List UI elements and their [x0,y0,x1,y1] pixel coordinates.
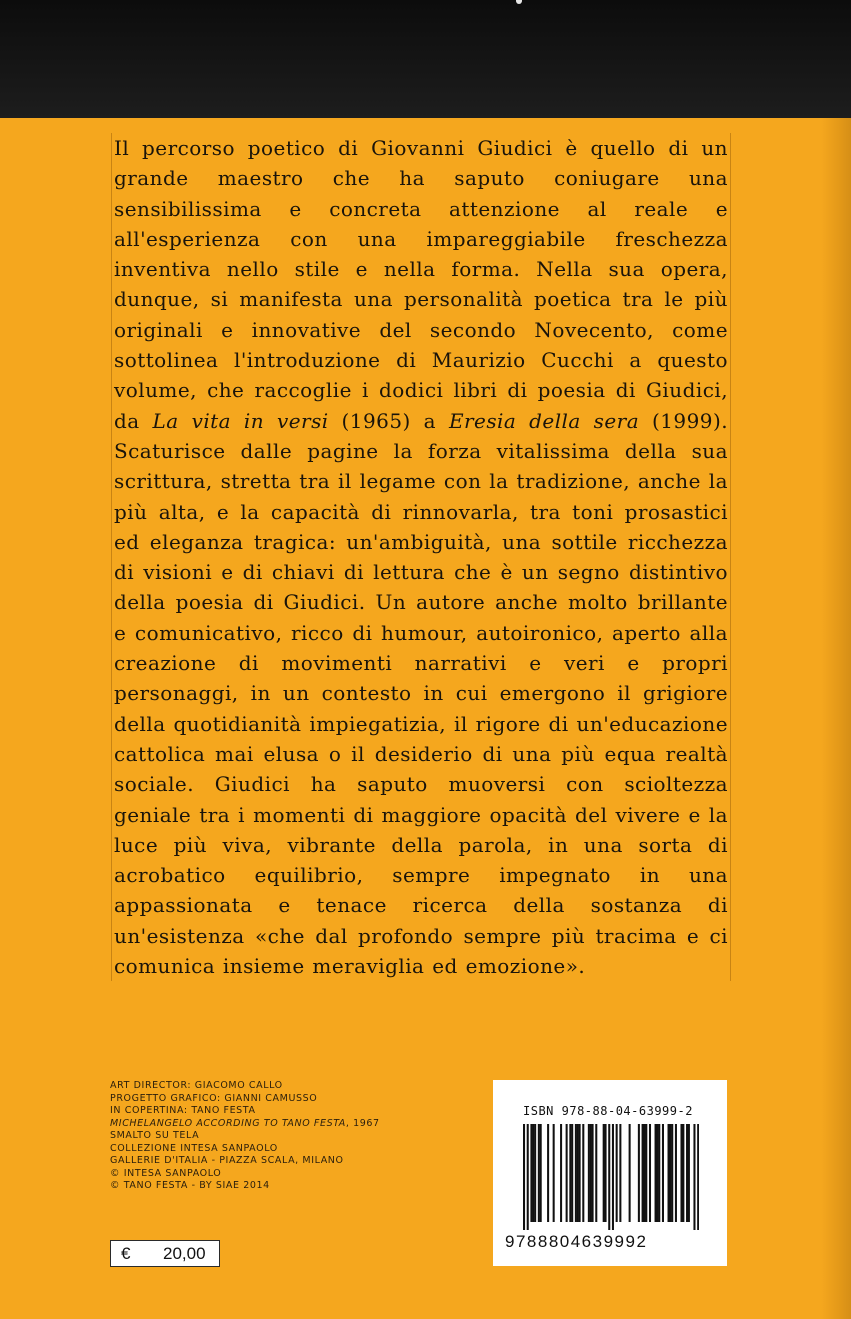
barcode-bar [538,1124,540,1222]
credit-copyright-siae: © TANO FESTA - BY SIAE 2014 [110,1180,270,1191]
barcode-bar [649,1124,651,1222]
price-amount: 20,00 [163,1244,206,1263]
barcode-bar [619,1124,621,1222]
credit-artwork-title: MICHELANGELO ACCORDING TO TANO FESTA [110,1117,346,1129]
barcode-bar [656,1124,658,1222]
barcode-bar [686,1124,688,1222]
barcode-bar [588,1124,590,1222]
barcode-bar [616,1124,618,1222]
barcode-bar [688,1124,690,1222]
blurb-text-1: Il percorso poetico di Giovanni Giudici è quello di un grande maestro che ha saputo coniugare una sensibilissima e concreta attenzione al reale e all'esperienza con una impareggiabile freschezza inventiva nello stile e nella forma. Nella sua opera, dunque, si manifesta una personalità poetica tra le più originali e innovative del secondo Novecento, come sottolinea l'introduzione di Maurizio Cucchi a questo volume, che raccoglie i dodici libri di poesia di Giudici, da [114,136,728,433]
credit-artwork-year: , 1967 [345,1117,380,1129]
top-dark-band [0,0,851,118]
barcode-bar [608,1124,610,1230]
barcode-bars [523,1124,699,1230]
barcode-bar [693,1124,695,1230]
cover-credits [110,1080,470,1193]
blurb-text-3: (1999). Scaturisce dalle pagine la forza vitalissima della sua scrittura, stretta tra il legame con la tradizione, anche la più alta, e la capacità di rinnovarla, tra toni prosastici ed eleganza tragica: un'ambiguità, una sottile ricchezza di visioni e di chiavi di lettura che è un segno distintivo della poesia di Giudici. Un autore anche molto brillante e comunicativo, ricco di humour, autoironico, aperto alla creazione di movimenti narrativi e veri e propri personaggi, in un contesto in cui emergono il grigiore della quotidianità impiegatizia, il rigore di un'educazione cattolica mai elusa o il desiderio di una più equa realtà sociale. Giudici ha saputo muoversi con scioltezza geniale tra i momenti di maggiore opacità del vivere e la luce più viva, vibrante della parola, in una sorta di acrobatico equilibrio, sempre impegnato in una appassionata e tenace ricerca della sostanza di un'esistenza «che dal profondo sempre più tracima e ci comunica insieme meraviglia ed emozione». [114,408,729,979]
barcode-bar [560,1124,562,1222]
barcode-bar [577,1124,579,1222]
barcode-bar [642,1124,644,1222]
barcode-bar [530,1124,532,1222]
barcode-bar [527,1124,529,1230]
book-title-la-vita-in-versi: La vita in versi [152,408,329,433]
barcode-bar [553,1124,555,1222]
barcode-bar [675,1124,677,1222]
book-title-eresia-della-sera: Eresia della sera [448,408,640,433]
barcode-bar [547,1124,549,1222]
cover-edge-shadow [821,118,851,1319]
barcode-bar [523,1124,525,1230]
credit-copyright-intesa: © INTESA SANPAOLO [110,1167,222,1179]
barcode-bar [569,1124,571,1222]
credit-medium: SMALTO SU TELA [110,1130,200,1141]
barcode-bar [595,1124,597,1222]
barcode-bar [697,1124,699,1230]
barcode-bar [671,1124,673,1222]
credit-cover-artist: IN COPERTINA: TANO FESTA [110,1105,256,1116]
currency-symbol: € [121,1244,131,1263]
barcode-bar [645,1124,647,1222]
back-cover-blurb [111,133,731,981]
credit-art-director: ART DIRECTOR: GIACOMO CALLO [110,1080,283,1091]
barcode-bar [605,1124,607,1222]
barcode-bar [669,1124,671,1222]
isbn-label: ISBN 978-88-04-63999-2 [523,1104,693,1118]
barcode-bar [592,1124,594,1222]
barcode-bar [534,1124,536,1222]
barcode-bar [612,1124,614,1230]
barcode-bar [682,1124,684,1222]
barcode-bar [629,1124,631,1222]
barcode-bar [566,1124,568,1222]
barcode-bar [532,1124,534,1222]
barcode-bar [662,1124,664,1222]
barcode-bar [571,1124,573,1222]
barcode-digits: 9788804639992 [505,1232,648,1251]
barcode-bar [603,1124,605,1222]
credit-gallery: GALLERIE D'ITALIA - PIAZZA SCALA, MILANO [110,1155,344,1166]
credit-graphic-design: PROGETTO GRAFICO: GIANNI CAMUSSO [110,1092,318,1104]
barcode-bar [582,1124,584,1222]
barcode-bar [668,1124,670,1222]
barcode-bar [579,1124,581,1222]
credit-artwork [110,1118,470,1131]
barcode-bar [643,1124,645,1222]
blurb-text-2: (1965) a [328,408,449,433]
barcode-bar [638,1124,640,1222]
barcode-bar [575,1124,577,1222]
credit-collection: COLLEZIONE INTESA SANPAOLO [110,1142,278,1154]
barcode-bar [540,1124,542,1222]
barcode-bar [590,1124,592,1222]
barcode-panel [493,1080,727,1266]
barcode-bar [655,1124,657,1222]
barcode-bar [658,1124,660,1222]
spine-mark [516,0,522,4]
barcode-bar [680,1124,682,1222]
price-box [110,1240,220,1267]
